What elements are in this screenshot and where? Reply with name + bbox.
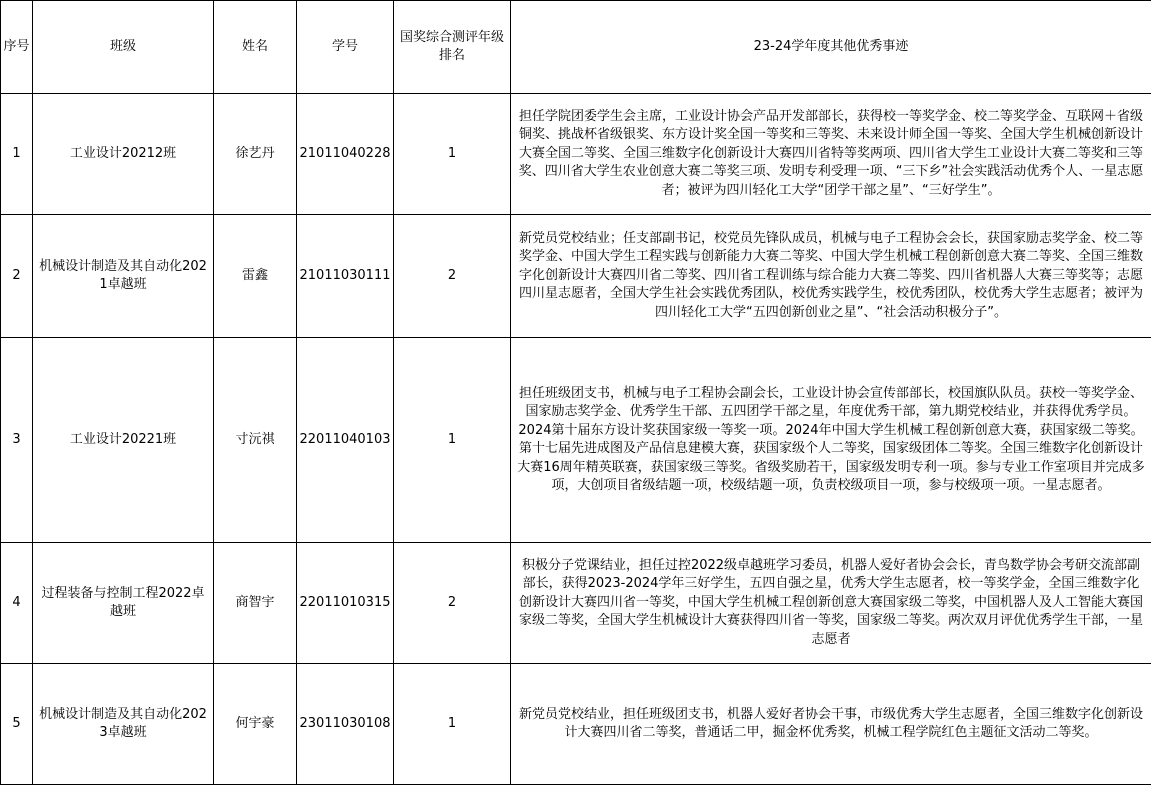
row-index: 3 [1,338,33,543]
row-class: 工业设计20212班 [33,94,214,215]
row-student-id: 21011040228 [297,94,394,215]
row-student-id: 21011030111 [297,215,394,338]
row-student-id: 23011030108 [297,664,394,785]
header-row [1,1,1151,94]
row-name: 徐艺丹 [214,94,297,215]
row-class: 过程装备与控制工程2022卓越班 [33,543,214,664]
row-rank: 1 [394,338,511,543]
row-deeds-text: 新党员党校结业；任支部副书记，校党员先锋队成员，机械与电子工程协会会长，获国家励志奖学金、校二等奖学金、中国大学生工程实践与创新能力大赛二等奖、中国大学生机械工程创新创意大赛二等奖、全国三维数字化创新设计大赛四川省二等奖、四川省工程训练与综合能力大赛二等奖、四川省机器人大赛三等奖等；志愿四川星志愿者，全国大学生社会实践优秀团队，校优秀实践学生，校优秀团队，校优秀大学生志愿者；被评为四川轻化工大学“五四创新创业之星”、“社会活动积极分子”。 [518,230,1143,320]
row-rank: 1 [394,664,511,785]
row-deeds-text: 担任班级团支书，机械与电子工程协会副会长，工业设计协会宣传部部长，校国旗队队员。获校一等奖学金、国家励志奖学金、优秀学生干部、五四团学干部之星，年度优秀干部，第九期党校结业，并获得优秀学员。 2024第十届东方设计奖获国家级一等奖一项。2024年中国大学生机械工程创新创意大赛，获国家级二等奖。第十七届先进成图及产品信息建模大赛，获国家级个人二等奖，国家级团体二等奖。全国三维数字化创新设计大赛16周年精英联赛，获国家级三等奖。省级奖励若干，国家级发明专利一项。参与专业工作室项目并完成多项，大创项目省级结题一项，校级结题一项，负责校级项目一项，参与校级项一项。一星志愿者。 [517,385,1145,493]
header-rank: 国奖综合测评年级排名 [394,1,511,94]
row-name: 雷鑫 [214,215,297,338]
row-index: 1 [1,94,33,215]
header-class: 班级 [33,1,214,94]
row-class: 机械设计制造及其自动化2021卓越班 [33,215,214,338]
row-index: 4 [1,543,33,664]
row-index: 5 [1,664,33,785]
row-deeds [511,94,1151,215]
row-student-id: 22011010315 [297,543,394,664]
row-deeds-text: 新党员党校结业，担任班级团支书，机器人爱好者协会干事，市级优秀大学生志愿者，全国三维数字化创新设计大赛四川省二等奖，普通话二甲，掘金杯优秀奖，机械工程学院红色主题征文活动二等奖。 [518,706,1143,740]
header-student-id: 学号 [297,1,394,94]
row-class: 工业设计20221班 [33,338,214,543]
table-row [1,664,1151,785]
row-student-id: 22011040103 [297,338,394,543]
row-deeds-text: 担任学院团委学生会主席，工业设计协会产品开发部部长，获得校一等奖学金、校二等奖学金、互联网＋省级铜奖、挑战杯省级银奖、东方设计奖全国一等奖和三等奖、未来设计师全国一等奖、全国大学生机械创新设计大赛全国二等奖、全国三维数字化创新设计大赛四川省特等奖两项、四川省大学生工业设计大赛二等奖和三等奖、四川省大学生农业创意大赛二等奖三项、发明专利受理一项、“三下乡”社会实践活动优秀个人、一星志愿者；被评为四川轻化工大学“团学干部之星”、“三好学生”。 [518,108,1144,198]
row-name: 商智宇 [214,543,297,664]
row-rank: 2 [394,543,511,664]
row-deeds [511,543,1151,664]
row-deeds [511,215,1151,338]
row-name: 何宇豪 [214,664,297,785]
header-deeds: 23-24学年度其他优秀事迹 [511,1,1151,94]
table-row [1,543,1151,664]
row-deeds [511,338,1151,543]
row-rank: 2 [394,215,511,338]
row-index: 2 [1,215,33,338]
row-class: 机械设计制造及其自动化2023卓越班 [33,664,214,785]
row-deeds-text: 积极分子党课结业，担任过控2022级卓越班学习委员，机器人爱好者协会会长，青鸟数学协会考研交流部副部长，获得2023-2024学年三好学生，五四自强之星，优秀大学生志愿者，校一等奖学金，全国三维数字化创新设计大赛四川省一等奖，中国大学生机械工程创新创意大赛国家级二等奖，中国机器人及人工智能大赛国家级二等奖，全国大学生机械设计大赛获得四川省一等奖，国家级二等奖。两次双月评优优秀学生干部，一星志愿者 [518,557,1143,647]
row-name: 寸沅祺 [214,338,297,543]
row-rank: 1 [394,94,511,215]
table-row [1,215,1151,338]
table-row [1,338,1151,543]
table-row [1,94,1151,215]
header-index: 序号 [1,1,33,94]
header-name: 姓名 [214,1,297,94]
row-deeds [511,664,1151,785]
